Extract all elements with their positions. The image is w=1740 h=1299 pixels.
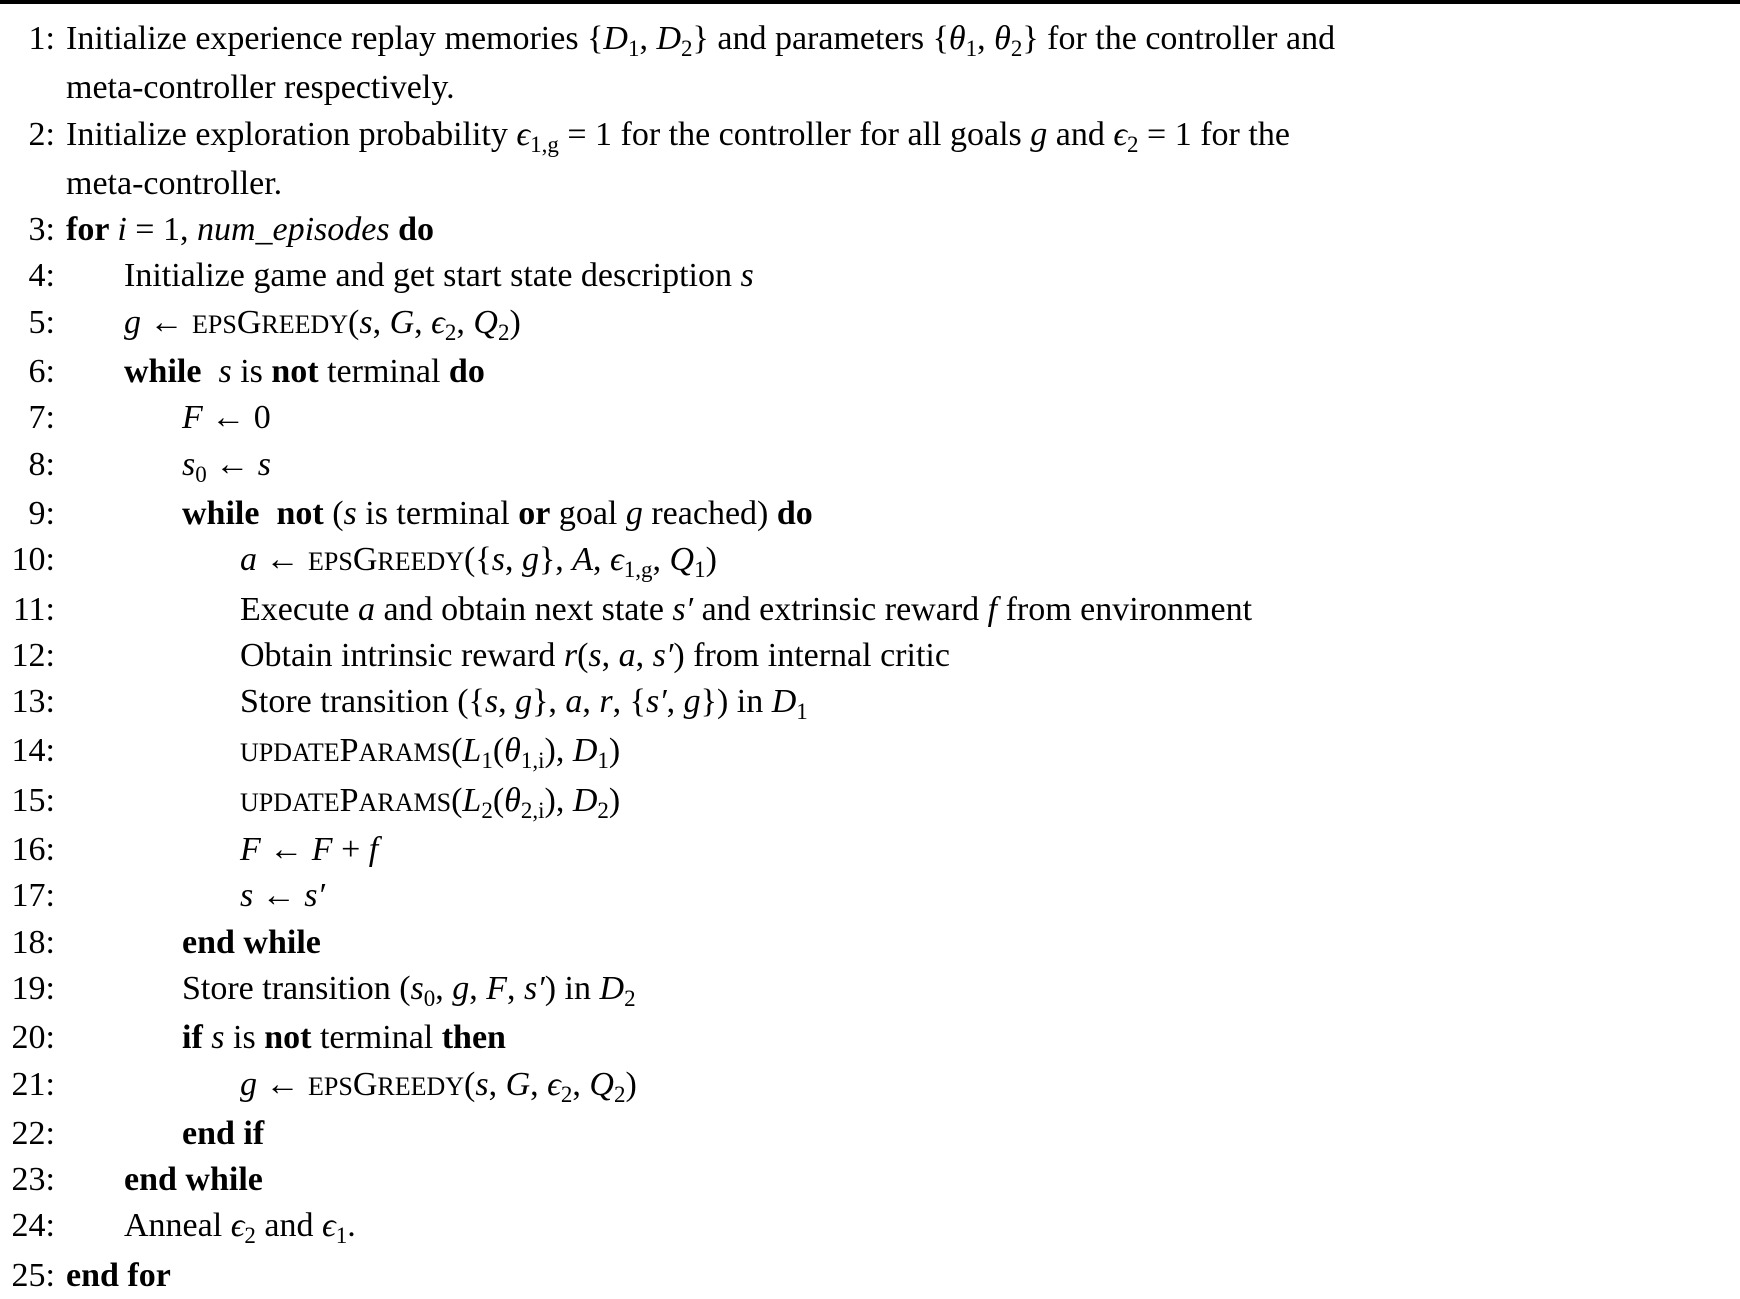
smallcaps-name: REEDY bbox=[377, 547, 465, 577]
math-var: s bbox=[257, 445, 271, 483]
text: = 1 for the controller for all goals bbox=[558, 115, 1031, 153]
line-content bbox=[66, 395, 271, 441]
text: Initialize game and get start state description bbox=[124, 257, 741, 295]
algorithm-line bbox=[0, 253, 1740, 299]
text: , bbox=[507, 969, 525, 1007]
subscript: 0 bbox=[423, 985, 436, 1011]
text: = 1, bbox=[126, 211, 197, 249]
line-number: 14: bbox=[11, 732, 55, 770]
math-var: Q bbox=[473, 303, 498, 341]
line-content bbox=[66, 16, 1335, 112]
math-var: F bbox=[240, 831, 261, 869]
text: }, bbox=[532, 683, 566, 721]
line-number: 8: bbox=[28, 445, 55, 483]
text: ) in bbox=[544, 969, 600, 1007]
text: , bbox=[666, 683, 684, 721]
line-content bbox=[66, 537, 717, 586]
math-var: s bbox=[182, 445, 196, 483]
text: , bbox=[456, 303, 474, 341]
math-var: f bbox=[987, 590, 998, 628]
text: , bbox=[530, 1065, 548, 1103]
line-content bbox=[66, 587, 1252, 633]
subscript: 2 bbox=[681, 36, 693, 61]
math-var: i bbox=[117, 211, 127, 249]
subscript: 2,i bbox=[520, 797, 545, 823]
line-number: 17: bbox=[11, 877, 55, 915]
subscript: 2 bbox=[497, 319, 510, 345]
algorithm-line bbox=[0, 920, 1740, 966]
keyword: not bbox=[276, 494, 324, 532]
line-content bbox=[66, 1253, 171, 1299]
text: ( bbox=[451, 781, 463, 819]
math-var: s bbox=[484, 683, 499, 721]
text: ( bbox=[492, 732, 505, 770]
subscript: 2 bbox=[481, 797, 493, 823]
subscript: 2 bbox=[444, 319, 457, 345]
text: ), bbox=[544, 732, 573, 770]
text: P bbox=[339, 781, 359, 819]
math-var: θ bbox=[948, 20, 966, 57]
subscript: 2 bbox=[244, 1223, 256, 1249]
math-var: r bbox=[599, 683, 613, 721]
algorithm-line bbox=[0, 778, 1740, 827]
text: Store transition ( bbox=[182, 969, 411, 1007]
text: goal bbox=[550, 494, 626, 532]
text: , bbox=[469, 969, 487, 1007]
algorithm-line bbox=[0, 633, 1740, 679]
math-var: ϵ bbox=[547, 1065, 561, 1103]
text: G bbox=[352, 541, 378, 579]
keyword: while bbox=[182, 494, 260, 532]
math-var: a bbox=[618, 636, 636, 674]
keyword: end for bbox=[66, 1256, 171, 1294]
smallcaps-name: EPS bbox=[192, 309, 237, 339]
algorithm-line bbox=[0, 349, 1740, 395]
math-var: num_episodes bbox=[196, 211, 390, 249]
text: reached) bbox=[642, 494, 777, 532]
line-number: 20: bbox=[11, 1019, 55, 1057]
subscript: 2 bbox=[1010, 36, 1023, 61]
text: ← bbox=[141, 303, 192, 341]
math-var: f bbox=[368, 831, 379, 869]
smallcaps-name: UPDATE bbox=[240, 787, 340, 817]
keyword: end while bbox=[124, 1161, 263, 1199]
text bbox=[259, 495, 276, 532]
script-letter: D bbox=[599, 969, 625, 1007]
line-content bbox=[66, 827, 378, 873]
algorithm-line bbox=[0, 442, 1740, 491]
text: }) in bbox=[700, 683, 772, 721]
text bbox=[201, 353, 218, 390]
algorithm-line bbox=[0, 1062, 1740, 1111]
line-content bbox=[66, 1157, 263, 1203]
line-number: 10: bbox=[11, 541, 55, 579]
math-var: s bbox=[240, 877, 254, 915]
text: , bbox=[504, 541, 522, 579]
text: , bbox=[414, 303, 432, 341]
algorithm-line bbox=[0, 300, 1740, 349]
text: ) bbox=[509, 303, 521, 341]
keyword: end if bbox=[182, 1114, 265, 1152]
text: G bbox=[236, 303, 262, 341]
text: } and parameters { bbox=[692, 20, 949, 57]
text: terminal bbox=[318, 353, 449, 391]
text: Initialize exploration probability bbox=[66, 115, 517, 153]
line-number: 16: bbox=[11, 831, 55, 869]
algorithm-line bbox=[0, 587, 1740, 633]
math-var: F bbox=[182, 399, 203, 437]
line-content bbox=[66, 1111, 264, 1157]
script-letter: G bbox=[389, 303, 415, 341]
subscript: 2 bbox=[1127, 131, 1139, 157]
math-var: s′ bbox=[304, 877, 325, 915]
line-number: 4: bbox=[28, 257, 55, 295]
line-number: 21: bbox=[11, 1065, 55, 1103]
keyword: if bbox=[182, 1019, 212, 1057]
algorithm-line bbox=[0, 1015, 1740, 1061]
text: and extrinsic reward bbox=[693, 590, 988, 628]
text: terminal bbox=[311, 1019, 442, 1057]
text: , bbox=[635, 636, 653, 674]
line-content bbox=[66, 778, 620, 827]
text: , bbox=[601, 636, 619, 674]
line-content bbox=[66, 966, 636, 1015]
line-number: 25: bbox=[11, 1256, 55, 1294]
text: , bbox=[639, 20, 657, 57]
math-var: Q bbox=[669, 541, 695, 579]
algorithm-line bbox=[0, 1253, 1740, 1299]
keyword: for bbox=[66, 211, 118, 249]
script-letter: D bbox=[603, 20, 628, 57]
math-var: a bbox=[358, 590, 375, 628]
subscript: 2 bbox=[613, 1081, 626, 1107]
text: ( bbox=[451, 732, 463, 770]
math-var: g bbox=[240, 1065, 257, 1103]
algorithm-line bbox=[0, 537, 1740, 586]
text: , bbox=[498, 683, 516, 721]
line-content bbox=[66, 728, 620, 777]
text: . bbox=[347, 1207, 356, 1245]
subscript: 1 bbox=[796, 699, 808, 725]
smallcaps-name: EPS bbox=[308, 1071, 353, 1101]
line-content bbox=[66, 1015, 506, 1061]
text: , bbox=[652, 541, 670, 579]
math-var: g bbox=[1030, 115, 1048, 153]
text: ( bbox=[348, 303, 360, 341]
math-var: a bbox=[565, 683, 583, 721]
text: ← bbox=[257, 1065, 308, 1103]
math-var: s bbox=[211, 1019, 225, 1057]
text bbox=[390, 211, 399, 248]
line-content bbox=[66, 491, 813, 537]
subscript: 1 bbox=[694, 557, 706, 583]
keyword: do bbox=[776, 494, 813, 532]
line-content bbox=[66, 300, 521, 349]
line-number: 3: bbox=[28, 211, 55, 249]
text: Anneal bbox=[124, 1207, 231, 1245]
line-number: 2: bbox=[28, 115, 55, 153]
math-var: ϵ bbox=[431, 303, 445, 341]
math-var: s bbox=[475, 1065, 489, 1103]
subscript: 2 bbox=[624, 985, 636, 1011]
text: G bbox=[352, 1065, 378, 1103]
text: is bbox=[231, 353, 272, 391]
subscript: 1,g bbox=[530, 131, 559, 157]
line-number: 18: bbox=[11, 923, 55, 961]
text: , { bbox=[612, 683, 646, 721]
algorithm-line bbox=[0, 1157, 1740, 1203]
math-var: g bbox=[515, 683, 533, 721]
text: = 1 for the bbox=[1138, 115, 1290, 153]
algorithm-pseudocode bbox=[0, 4, 1740, 1299]
math-var: s′ bbox=[672, 590, 694, 628]
math-var: r bbox=[563, 636, 578, 674]
line-number: 9: bbox=[28, 494, 55, 532]
math-var: g bbox=[683, 683, 701, 721]
subscript: 1 bbox=[481, 748, 493, 774]
text: ( bbox=[577, 636, 589, 674]
math-var: s′ bbox=[524, 969, 545, 1007]
smallcaps-name: REEDY bbox=[261, 309, 349, 339]
math-var: g bbox=[452, 969, 470, 1007]
text: ( bbox=[464, 1065, 476, 1103]
text: ( bbox=[492, 781, 505, 819]
smallcaps-name: ARAMS bbox=[358, 787, 452, 817]
keyword: end while bbox=[182, 923, 321, 961]
math-var: g bbox=[625, 494, 643, 532]
math-var: g bbox=[124, 303, 141, 341]
script-letter: A bbox=[572, 541, 594, 579]
keyword: do bbox=[398, 211, 435, 249]
text: meta-controller respectively. bbox=[66, 69, 455, 107]
line-number: 1: bbox=[28, 20, 55, 57]
subscript: 1 bbox=[597, 748, 609, 774]
text: ← bbox=[260, 831, 312, 869]
text: , bbox=[572, 1065, 590, 1103]
script-letter: D bbox=[572, 732, 598, 770]
math-var: ϵ bbox=[610, 541, 624, 579]
text: , bbox=[593, 541, 611, 579]
line-number: 11: bbox=[12, 590, 55, 628]
subscript: 2 bbox=[597, 797, 609, 823]
text: ) bbox=[608, 732, 621, 770]
line-number: 12: bbox=[11, 636, 55, 674]
line-content bbox=[66, 112, 1290, 208]
text: ( bbox=[323, 494, 344, 532]
text: and obtain next state bbox=[375, 590, 673, 628]
text: is terminal bbox=[356, 494, 519, 532]
math-var: s bbox=[343, 494, 357, 532]
line-content bbox=[66, 920, 321, 966]
subscript: 2 bbox=[560, 1081, 573, 1107]
script-letter: G bbox=[505, 1065, 531, 1103]
line-content bbox=[66, 1203, 356, 1252]
subscript: 0 bbox=[195, 461, 207, 487]
text: ← 0 bbox=[202, 399, 271, 437]
text: Execute bbox=[240, 590, 358, 628]
line-content bbox=[66, 873, 325, 919]
text: , bbox=[977, 20, 995, 57]
algorithm-line bbox=[0, 491, 1740, 537]
math-var: s bbox=[359, 303, 373, 341]
keyword: while bbox=[124, 353, 202, 391]
text: ) bbox=[705, 541, 717, 579]
keyword: then bbox=[441, 1019, 506, 1057]
algorithm-line bbox=[0, 873, 1740, 919]
smallcaps-name: EPS bbox=[308, 547, 353, 577]
text: ) from internal critic bbox=[673, 636, 950, 674]
math-var: g bbox=[521, 541, 539, 579]
algorithm-line bbox=[0, 966, 1740, 1015]
math-var: s′ bbox=[652, 636, 674, 674]
keyword: not bbox=[264, 1019, 312, 1057]
keyword: not bbox=[271, 353, 319, 391]
math-var: ϵ bbox=[230, 1207, 245, 1245]
text: } for the controller and bbox=[1022, 20, 1336, 57]
subscript: 1 bbox=[627, 36, 640, 61]
script-letter: D bbox=[572, 781, 598, 819]
line-number: 24: bbox=[11, 1207, 55, 1245]
script-letter: L bbox=[462, 732, 482, 770]
text: , bbox=[582, 683, 600, 721]
line-number: 23: bbox=[11, 1161, 55, 1199]
line-content bbox=[66, 253, 754, 299]
line-number: 7: bbox=[28, 399, 55, 437]
math-var: s bbox=[410, 969, 424, 1007]
math-var: a bbox=[240, 541, 257, 579]
subscript: 1,g bbox=[623, 557, 653, 583]
text: ), bbox=[544, 781, 573, 819]
math-var: ϵ bbox=[516, 115, 531, 153]
algorithm-line bbox=[0, 1111, 1740, 1157]
algorithm-line bbox=[0, 16, 1740, 112]
keyword: do bbox=[448, 353, 485, 391]
text: Initialize experience replay memories { bbox=[66, 20, 604, 57]
text: meta-controller. bbox=[66, 164, 283, 202]
math-var: s′ bbox=[645, 683, 667, 721]
math-var: ϵ bbox=[1113, 115, 1128, 153]
text: ← bbox=[206, 445, 258, 483]
math-var: θ bbox=[504, 781, 521, 819]
subscript: 1,i bbox=[520, 748, 545, 774]
math-var: F bbox=[486, 969, 508, 1007]
smallcaps-name: REEDY bbox=[377, 1071, 465, 1101]
text: ) bbox=[608, 781, 621, 819]
algorithm-line bbox=[0, 207, 1740, 253]
script-letter: D bbox=[656, 20, 682, 57]
text: , bbox=[372, 303, 390, 341]
line-content bbox=[66, 207, 434, 253]
text: ({ bbox=[464, 541, 492, 579]
text: ) bbox=[625, 1065, 637, 1103]
text: , bbox=[488, 1065, 506, 1103]
text: ← bbox=[253, 877, 305, 915]
algorithm-line bbox=[0, 112, 1740, 208]
line-content bbox=[66, 679, 808, 728]
text: Obtain intrinsic reward bbox=[240, 636, 564, 674]
text: P bbox=[339, 732, 359, 770]
text: and bbox=[1047, 115, 1114, 153]
smallcaps-name: UPDATE bbox=[240, 738, 340, 768]
line-number: 13: bbox=[11, 683, 55, 721]
text: is bbox=[224, 1019, 265, 1057]
algorithm-line bbox=[0, 827, 1740, 873]
subscript: 1 bbox=[335, 1223, 348, 1249]
line-number: 6: bbox=[28, 353, 55, 391]
math-var: s bbox=[740, 257, 754, 295]
text: }, bbox=[538, 541, 573, 579]
algorithm-line bbox=[0, 1203, 1740, 1252]
line-content bbox=[66, 1062, 637, 1111]
algorithm-line bbox=[0, 395, 1740, 441]
math-var: θ bbox=[994, 20, 1011, 57]
math-var: F bbox=[311, 831, 333, 869]
math-var: s bbox=[218, 353, 232, 391]
script-letter: D bbox=[771, 683, 797, 721]
text: + bbox=[332, 831, 369, 869]
line-number: 22: bbox=[11, 1114, 55, 1152]
text: Store transition ({ bbox=[240, 683, 485, 721]
text: , bbox=[435, 969, 453, 1007]
text: from environment bbox=[997, 590, 1253, 628]
math-var: Q bbox=[589, 1065, 614, 1103]
line-number: 5: bbox=[28, 303, 55, 341]
algorithm-line bbox=[0, 728, 1740, 777]
line-content bbox=[66, 633, 950, 679]
line-content bbox=[66, 442, 271, 491]
keyword: or bbox=[518, 494, 551, 532]
subscript: 1 bbox=[965, 36, 978, 61]
math-var: s bbox=[588, 636, 602, 674]
algorithm-line bbox=[0, 679, 1740, 728]
smallcaps-name: ARAMS bbox=[358, 738, 452, 768]
text: and bbox=[255, 1207, 322, 1245]
line-number: 15: bbox=[11, 781, 55, 819]
math-var: ϵ bbox=[321, 1207, 336, 1245]
math-var: s bbox=[491, 541, 505, 579]
line-number: 19: bbox=[11, 969, 55, 1007]
math-var: θ bbox=[504, 732, 521, 770]
text: ← bbox=[257, 541, 308, 579]
script-letter: L bbox=[462, 781, 482, 819]
line-content bbox=[66, 349, 485, 395]
